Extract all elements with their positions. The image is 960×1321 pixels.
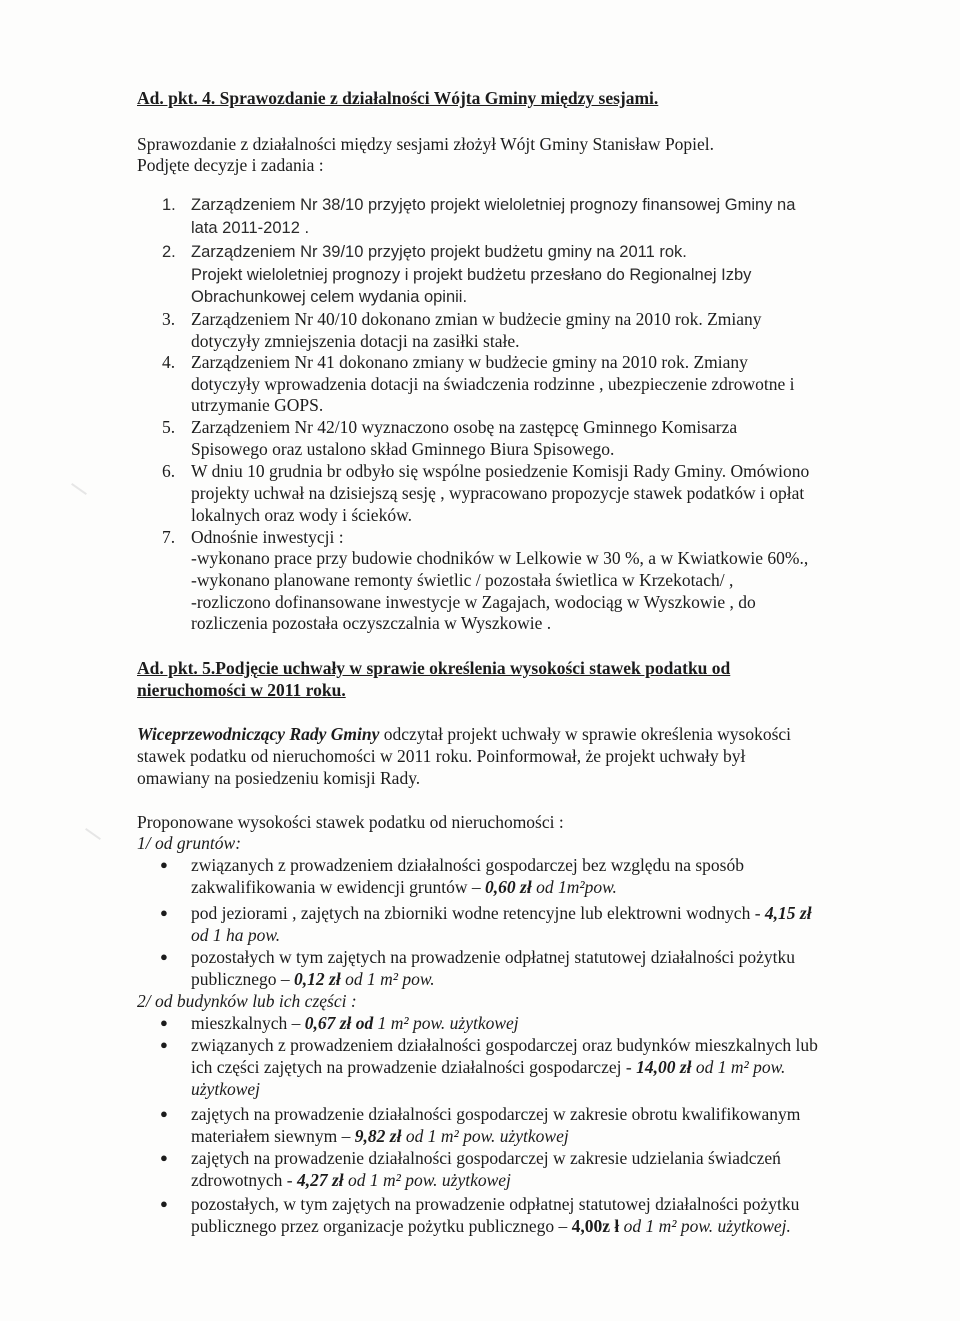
item-5-line: Zarządzeniem Nr 42/10 wyznaczono osobę na zastępcę Gminnego Komisarza [191,417,738,437]
group-title: 2/ od budynków lub ich części : [137,991,357,1011]
rate-text: publicznego – [191,969,295,989]
rate-item: zajętych na prowadzenie działalności gospodarczej w zakresie obrotu kwalifikowanym [191,1104,801,1124]
item-7-line: Odnośnie inwestycji : [191,527,344,547]
paragraph-text: odczytał projekt uchwały w sprawie określenia wysokości [379,724,792,744]
rate-value: 4,00z ł [571,1216,620,1236]
rate-unit: od 1 m² pow. użytkowej [401,1126,569,1146]
proposed-rates-label: Proponowane wysokości stawek podatku od nieruchomości : [137,812,564,832]
rate-item [191,969,435,990]
item-number: 1. [162,196,176,214]
item-number: 5. [162,417,176,437]
item-4-line: dotyczyły wprowadzenia dotacji na świadczenia rodzinne , ubezpieczenie zdrowotne i [191,374,795,394]
section5-paragraph: stawek podatku od nieruchomości w 2011 roku. Poinformował, że projekt uchwały był [137,746,746,766]
item-number: 2. [162,243,176,261]
rate-value: 14,00 zł [636,1057,692,1077]
rate-item [191,1057,785,1078]
bullet-icon: ● [160,1150,168,1165]
rate-text: materiałem siewnym – [191,1126,355,1146]
rate-unit: od 1 m² pow. użytkowej [343,1170,511,1190]
item-2-line: Zarządzeniem Nr 39/10 przyjęto projekt budżetu gminy na 2011 rok. [191,243,687,261]
rate-value: 4,27 zł [296,1170,344,1190]
scan-mark [71,483,87,495]
rate-item [191,1126,569,1147]
rate-item: pozostałych w tym zajętych na prowadzenie odpłatnej statutowej działalności pożytku [191,947,796,967]
bullet-icon: ● [160,1196,168,1211]
item-5-line: Spisowego oraz ustalono skład Gminnego Biura Spisowego. [191,439,615,459]
item-7-line: -wykonano prace przy budowie chodników w Lelkowie w 30 %, a w Kwiatkowie 60%., [191,548,809,568]
rate-text: zdrowotnych - [191,1170,297,1190]
rate-item [191,877,617,898]
section4-decisions-label: Podjęte decyzje i zadania : [137,155,324,175]
bullet-icon: ● [160,905,168,920]
item-1-line: Zarządzeniem Nr 38/10 przyjęto projekt wieloletniej prognozy finansowej Gminy na [191,196,796,214]
item-6-line: lokalnych oraz wody i ścieków. [191,505,412,525]
section4-intro: Sprawozdanie z działalności między sesjami złożył Wójt Gminy Stanisław Popiel. [137,134,715,154]
rate-item: zajętych na prowadzenie działalności gospodarczej w zakresie udzielania świadczeń [191,1148,781,1168]
rate-item [191,1013,519,1034]
rate-text: zakwalifikowania w ewidencji gruntów – [191,877,486,897]
bullet-icon: ● [160,1106,168,1121]
bullet-icon: ● [160,857,168,872]
item-7-line: -wykonano planowane remonty świetlic / pozostała świetlica w Krzekotach/ , [191,570,734,590]
rate-value: 9,82 zł [354,1126,402,1146]
item-3-line: dotyczyły zmniejszenia dotacji na zasiłki stałe. [191,331,520,351]
item-1-line: lata 2011-2012 . [191,219,310,237]
rate-text: pod jeziorami , zajętych na zbiorniki wodne retencyjne lub elektrowni wodnych - [191,903,765,923]
speaker-name: Wiceprzewodniczący Rady Gminy [137,724,380,744]
rate-unit: od 1 m² pow. użytkowej. [619,1216,791,1236]
rate-text: publicznego przez organizacje pożytku publicznego – [191,1216,572,1236]
rate-item [191,903,812,924]
section4-heading: Ad. pkt. 4. Sprawozdanie z działalności Wójta Gminy między sesjami. [137,88,659,108]
rate-unit: od 1 m² pow. [340,969,435,989]
rate-value: 0,67 zł od [304,1013,374,1033]
rate-unit: 1 m² pow. użytkowej [373,1013,519,1033]
section5-heading: nieruchomości w 2011 roku. [137,680,346,700]
rate-item [191,1170,511,1191]
item-2-line: Projekt wieloletniej prognozy i projekt budżetu przesłano do Regionalnej Izby [191,266,752,284]
rate-value: 0,60 zł [485,877,532,897]
section5-heading: Ad. pkt. 5.Podjęcie uchwały w sprawie określenia wysokości stawek podatku od [137,658,731,678]
bullet-icon: ● [160,1037,168,1052]
rate-unit: od 1m²pow. [531,877,617,897]
rate-unit: użytkowej [191,1079,261,1099]
rate-unit: od 1 ha pow. [191,925,281,945]
rate-item: związanych z prowadzeniem działalności gospodarczej bez względu na sposób [191,855,744,875]
item-number: 4. [162,352,176,372]
section5-paragraph [137,724,791,745]
item-6-line: W dniu 10 grudnia br odbyło się wspólne posiedzenie Komisji Rady Gminy. Omówiono [191,461,810,481]
rate-unit: od 1 m² pow. [691,1057,786,1077]
item-4-line: Zarządzeniem Nr 41 dokonano zmiany w budżecie gminy na 2010 rok. Zmiany [191,352,748,372]
item-number: 3. [162,309,176,329]
item-6-line: projekty uchwał na dzisiejszą sesję , wypracowano propozycje stawek podatków i opłat [191,483,805,503]
rate-value: 4,15 zł [764,903,812,923]
item-7-line: rozliczenia pozostała oczyszczalnia w Wyszkowie . [191,613,552,633]
rate-value: 0,12 zł [294,969,341,989]
bullet-icon: ● [160,1015,168,1030]
bullet-icon: ● [160,949,168,964]
item-4-line: utrzymanie GOPS. [191,395,324,415]
group-title: 1/ od gruntów: [137,833,242,853]
item-7-line: -rozliczono dofinansowane inwestycje w Zagajach, wodociąg w Wyszkowie , do [191,592,756,612]
item-number: 6. [162,461,176,481]
item-2-line: Obrachunkowej celem wydania opinii. [191,288,468,306]
scan-mark [85,828,101,840]
item-number: 7. [162,527,176,547]
rate-item: związanych z prowadzeniem działalności gospodarczej oraz budynków mieszkalnych lub [191,1035,818,1055]
section5-paragraph: omawiany na posiedzeniu komisji Rady. [137,768,421,788]
rate-item: pozostałych, w tym zajętych na prowadzenie odpłatnej statutowej działalności pożytku [191,1194,800,1214]
rate-item [191,1216,791,1237]
rate-text: ich części zajętych na prowadzenie działalności gospodarczej - [191,1057,637,1077]
item-3-line: Zarządzeniem Nr 40/10 dokonano zmian w budżecie gminy na 2010 rok. Zmiany [191,309,762,329]
rate-text: mieszkalnych – [191,1013,305,1033]
